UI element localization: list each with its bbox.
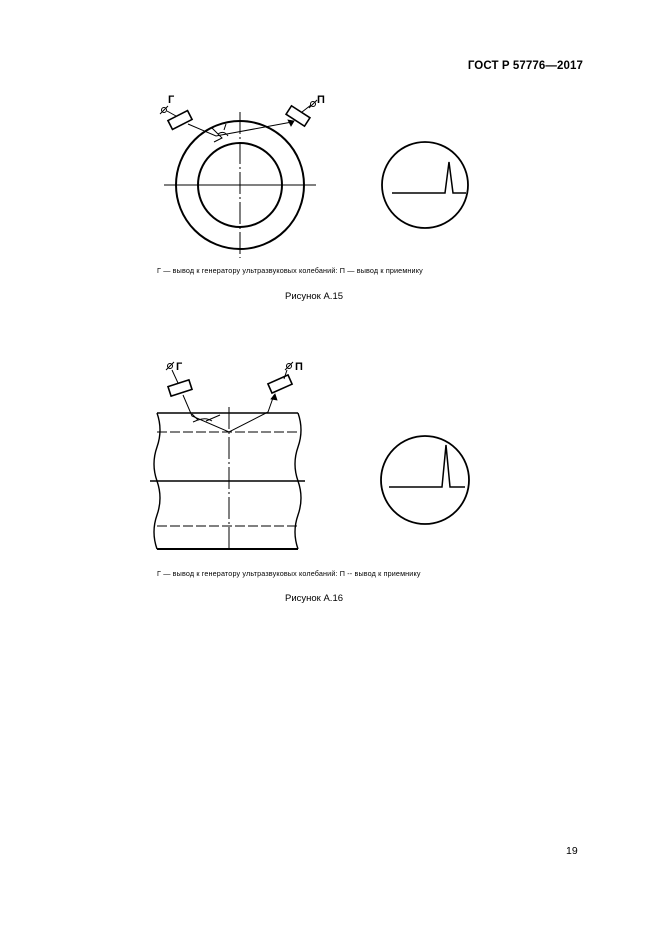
page-number: 19: [566, 845, 578, 857]
echo-signal-trace: [392, 162, 466, 193]
oscilloscope-screen: [382, 142, 468, 228]
generator-transducer: [168, 380, 192, 396]
generator-label: Г: [168, 94, 175, 106]
oscilloscope-screen: [381, 436, 469, 524]
generator-label: Г: [176, 361, 183, 373]
figure-a16-caption: Рисунок А.16: [285, 593, 344, 604]
echo-signal-trace: [389, 445, 465, 487]
figure-a16-legend: Г — вывод к генератору ультразвуковых колебаний: П -- вывод к приемнику: [157, 569, 421, 578]
figure-a15-legend: Г — вывод к генератору ультразвуковых колебаний: П — вывод к приемнику: [157, 266, 423, 275]
figure-a16-drawing: [0, 340, 661, 570]
receiver-label: П: [317, 94, 325, 106]
document-code: ГОСТ Р 57776—2017: [467, 60, 583, 72]
figure-a15-drawing: [0, 0, 661, 300]
figure-a15-caption: Рисунок А.15: [285, 291, 344, 302]
receiver-transducer: [268, 375, 292, 393]
receiver-label: П: [295, 361, 303, 373]
